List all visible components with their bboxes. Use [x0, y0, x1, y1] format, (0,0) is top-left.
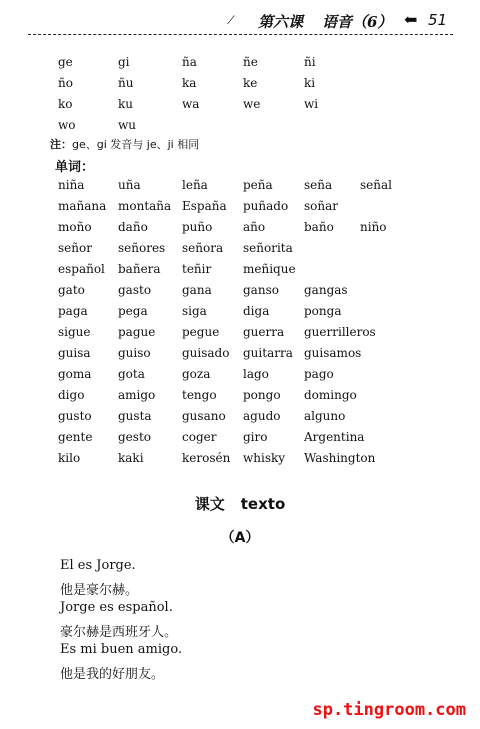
word-cell: ke [243, 76, 258, 90]
header-tick-mark: ⁄ [230, 14, 232, 27]
word-cell: leña [182, 178, 208, 192]
word-cell: kilo [58, 451, 81, 465]
word-cell: guisamos [304, 346, 362, 360]
word-cell: kaki [118, 451, 144, 465]
word-cell: wa [182, 97, 200, 111]
word-cell: puño [182, 220, 213, 234]
word-cell: soñar [304, 199, 339, 213]
word-cell: ponga [304, 304, 342, 318]
word-cell: pago [304, 367, 334, 381]
word-cell: gasto [118, 283, 152, 297]
word-cell: wo [58, 118, 76, 132]
spanish-line: Jorge es español. [60, 600, 173, 615]
word-cell: gusta [118, 409, 152, 423]
word-cell: pegue [182, 325, 220, 339]
word-cell: señores [118, 241, 166, 255]
word-cell: teñir [182, 262, 212, 276]
word-cell: goma [58, 367, 92, 381]
word-cell: guerra [243, 325, 285, 339]
word-cell: ñe [243, 55, 258, 69]
spanish-line: El es Jorge. [60, 558, 136, 573]
word-cell: digo [58, 388, 85, 402]
section-title-es: texto [240, 495, 286, 513]
word-cell: niño [360, 220, 387, 234]
word-cell: bañera [118, 262, 161, 276]
translation-line: 豪尔赫是西班牙人。 [60, 625, 178, 640]
word-cell: domingo [304, 388, 357, 402]
word-cell: Argentina [304, 430, 365, 444]
word-cell: niña [58, 178, 85, 192]
word-cell: gusto [58, 409, 92, 423]
word-cell: siga [182, 304, 207, 318]
word-cell: ñi [304, 55, 316, 69]
note-text: ge、gi 发音与 je、ji 相同 [72, 138, 200, 151]
word-cell: guisa [58, 346, 91, 360]
word-cell: ki [304, 76, 316, 90]
section-subtitle: （A） [220, 530, 260, 546]
word-cell: guitarra [243, 346, 293, 360]
section-title-cn: 课文 [194, 495, 225, 513]
word-cell: sigue [58, 325, 91, 339]
word-cell: paga [58, 304, 88, 318]
site-watermark: sp.tingroom.com [312, 700, 466, 720]
word-cell: amigo [118, 388, 156, 402]
header-divider [28, 34, 453, 35]
word-cell: pague [118, 325, 156, 339]
word-cell: señora [182, 241, 224, 255]
word-cell: España [182, 199, 227, 213]
word-cell: ganso [243, 283, 279, 297]
word-cell: meñique [243, 262, 296, 276]
word-cell: ño [58, 76, 73, 90]
header-lesson: 第六课 [258, 13, 304, 31]
word-cell: daño [118, 220, 148, 234]
word-cell: tengo [182, 388, 217, 402]
word-cell: montaña [118, 199, 172, 213]
word-cell: wi [304, 97, 319, 111]
translation-line: 他是我的好朋友。 [60, 667, 165, 682]
word-cell: ku [118, 97, 133, 111]
word-cell: agudo [243, 409, 281, 423]
word-cell: baño [304, 220, 334, 234]
word-cell: moño [58, 220, 92, 234]
word-cell: puñado [243, 199, 289, 213]
word-cell: ka [182, 76, 197, 90]
word-cell: guisado [182, 346, 230, 360]
word-cell: ge [58, 55, 73, 69]
section-title [0, 493, 480, 514]
word-cell: señorita [243, 241, 293, 255]
word-cell: kerosén [182, 451, 231, 465]
word-cell: uña [118, 178, 141, 192]
word-cell: señal [360, 178, 392, 192]
header-topic: 语音（6） [322, 13, 393, 31]
word-cell: lago [243, 367, 269, 381]
word-cell: we [243, 97, 261, 111]
word-cell: guerrilleros [304, 325, 376, 339]
word-cell: mañana [58, 199, 107, 213]
word-cell: peña [243, 178, 273, 192]
word-cell: pega [118, 304, 148, 318]
note-label: 注： [50, 138, 72, 151]
pronunciation-note [50, 136, 199, 152]
word-cell: gente [58, 430, 93, 444]
word-cell: ña [182, 55, 197, 69]
word-cell: gangas [304, 283, 348, 297]
translation-line: 他是豪尔赫。 [60, 583, 139, 598]
word-cell: alguno [304, 409, 346, 423]
word-cell: diga [243, 304, 270, 318]
word-cell: gana [182, 283, 212, 297]
word-cell: gato [58, 283, 85, 297]
vocabulary-heading: 单词： [55, 160, 95, 175]
page-number: 51 [428, 11, 448, 29]
word-cell: gusano [182, 409, 226, 423]
word-cell: gesto [118, 430, 151, 444]
word-cell: giro [243, 430, 268, 444]
word-cell: señor [58, 241, 92, 255]
word-cell: pongo [243, 388, 281, 402]
word-cell: goza [182, 367, 211, 381]
word-cell: ñu [118, 76, 134, 90]
word-cell: español [58, 262, 105, 276]
word-cell: guiso [118, 346, 151, 360]
word-cell: seña [304, 178, 333, 192]
running-header [230, 10, 450, 32]
word-cell: gi [118, 55, 130, 69]
word-cell: whisky [243, 451, 286, 465]
word-cell: año [243, 220, 266, 234]
word-cell: wu [118, 118, 136, 132]
word-cell: coger [182, 430, 217, 444]
left-arrow-icon: ⬅ [404, 10, 418, 29]
spanish-line: Es mi buen amigo. [60, 642, 183, 657]
word-cell: gota [118, 367, 145, 381]
word-cell: ko [58, 97, 73, 111]
word-cell: Washington [304, 451, 376, 465]
